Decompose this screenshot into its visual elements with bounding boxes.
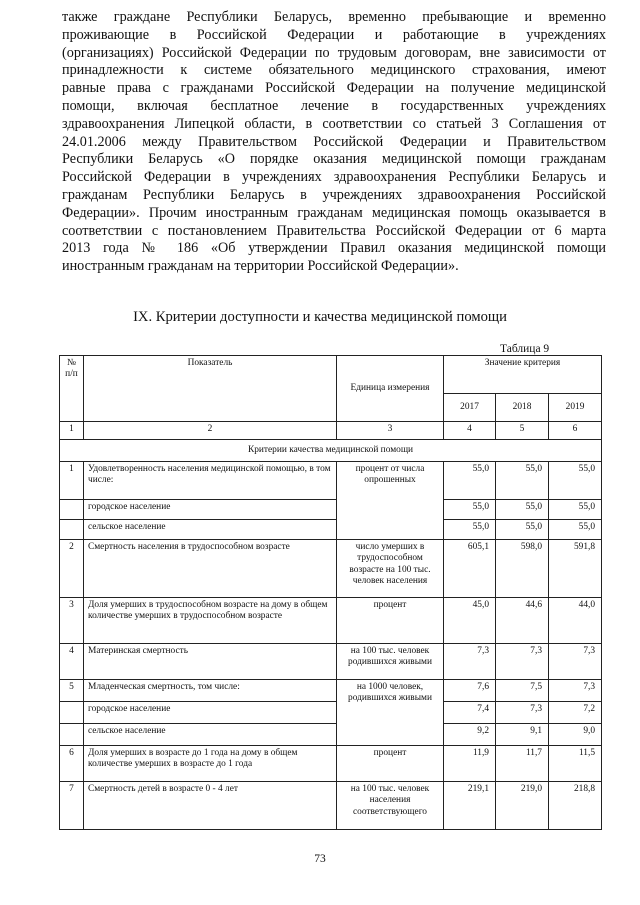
unit-cell: на 100 тыс. человек родившихся живыми [337,644,444,680]
col-indicator-header: Показатель [84,356,337,422]
table-row [60,540,602,598]
body-paragraph [62,9,606,276]
indicator-cell: городское население [84,702,337,724]
indicator-cell: Доля умерших в возрасте до 1 года на дому в общем количестве умерших в возрасте до 1 года [84,746,337,782]
year-header: 2017 [444,394,496,422]
paragraph-line: Федерации». Прочим иностранным гражданам медицинская помощь оказывается в [62,204,606,221]
value-cell: 55,0 [444,520,496,540]
value-cell: 44,6 [496,598,549,644]
value-cell: 7,3 [549,644,602,680]
value-cell: 45,0 [444,598,496,644]
paragraph-line: гражданам Республики Беларусь в учреждениях здравоохранения Российской [62,186,606,203]
value-cell: 598,0 [496,540,549,598]
year-header: 2019 [549,394,602,422]
indicator-cell: Младенческая смертность, том числе: [84,680,337,702]
indicator-cell: Удовлетворенность населения медицинской помощью, в том числе: [84,462,337,500]
value-cell: 605,1 [444,540,496,598]
paragraph-line: Российской Федерации в учреждениях здравоохранения Республики Беларусь и [62,169,606,186]
paragraph-line: проживающие в Российской Федерации и работающие в учреждениях [62,26,606,43]
value-cell: 55,0 [496,520,549,540]
value-cell: 7,4 [444,702,496,724]
value-cell: 55,0 [444,500,496,520]
column-number: 6 [549,422,602,440]
table-row [60,462,602,500]
paragraph-line: 2013 года № 186 «Об утверждении Правил оказания медицинской помощи [62,240,606,257]
column-number: 1 [60,422,84,440]
page-number: 73 [314,853,326,865]
unit-cell: процент [337,598,444,644]
group-title-row [60,440,602,462]
indicator-cell: Смертность детей в возрасте 0 - 4 лет [84,782,337,830]
table-row [60,598,602,644]
paragraph-line: здравоохранения Липецкой области, в соответствии со статьей 3 Соглашения от [62,115,606,132]
unit-cell: процент от числа опрошенных [337,462,444,540]
value-cell: 55,0 [549,520,602,540]
value-cell: 11,9 [444,746,496,782]
row-number: 6 [60,746,84,782]
value-cell: 44,0 [549,598,602,644]
column-number: 3 [337,422,444,440]
unit-cell: на 1000 человек, родившихся живыми [337,680,444,746]
indicator-cell: сельское население [84,724,337,746]
paragraph-line: помощи, включая бесплатное лечение в государственных учреждениях [62,97,606,114]
value-cell: 9,1 [496,724,549,746]
table-row [60,520,602,540]
paragraph-line: принадлежности к системе обязательного медицинского страхования, имеют [62,62,606,79]
value-cell: 11,5 [549,746,602,782]
table-header-row [60,356,602,394]
paragraph-line: также граждане Республики Беларусь, временно пребывающие и временно [62,9,606,25]
table-row [60,644,602,680]
value-cell: 55,0 [496,462,549,500]
paragraph-line: равные права с гражданами Российской Федерации на получение медицинской [62,80,606,97]
column-number: 5 [496,422,549,440]
paragraph-line: (организациях) Российской Федерации по трудовым договорам, вне зависимости от [62,44,606,61]
value-cell: 591,8 [549,540,602,598]
col-value-header: Значение критерия [444,356,602,394]
indicator-cell: городское население [84,500,337,520]
paragraph-line: иностранным гражданам на территории Российской Федерации». [62,258,459,275]
value-cell: 7,3 [496,644,549,680]
table-row [60,680,602,702]
value-cell: 7,3 [496,702,549,724]
year-header: 2018 [496,394,549,422]
paragraph-line: 24.01.2006 между Правительством Российской Федерации и Правительством [62,133,606,150]
value-cell: 7,2 [549,702,602,724]
row-number: 4 [60,644,84,680]
table-row [60,746,602,782]
row-number: 5 [60,680,84,702]
value-cell: 7,3 [444,644,496,680]
table-row [60,724,602,746]
value-cell: 55,0 [549,500,602,520]
unit-cell: число умерших в трудоспособном возрасте на 100 тыс. человек населения [337,540,444,598]
indicator-cell: Смертность населения в трудоспособном возрасте [84,540,337,598]
value-cell: 9,2 [444,724,496,746]
indicator-cell: сельское население [84,520,337,540]
group-title: Критерии качества медицинской помощи [60,440,602,462]
value-cell: 7,6 [444,680,496,702]
column-number: 4 [444,422,496,440]
row-number: 2 [60,540,84,598]
row-number: 3 [60,598,84,644]
indicator-cell: Материнская смертность [84,644,337,680]
table-row [60,782,602,830]
unit-cell: на 100 тыс. человек населения соответствующего [337,782,444,830]
value-cell: 218,8 [549,782,602,830]
criteria-table [59,355,602,830]
value-cell: 11,7 [496,746,549,782]
column-number-row [60,422,602,440]
row-number: 7 [60,782,84,830]
value-cell: 7,5 [496,680,549,702]
paragraph-line: Республики Беларусь «О порядке оказания медицинской помощи гражданам [62,151,606,168]
table-caption: Таблица 9 [500,343,550,355]
section-heading: IX. Критерии доступности и качества медицинской помощи [133,309,507,325]
col-unit-header: Единица измерения [337,356,444,422]
unit-cell: процент [337,746,444,782]
value-cell: 9,0 [549,724,602,746]
col-number-header: № п/п [60,356,84,422]
value-cell: 219,0 [496,782,549,830]
column-number: 2 [84,422,337,440]
value-cell: 55,0 [444,462,496,500]
row-number: 1 [60,462,84,500]
value-cell: 7,3 [549,680,602,702]
paragraph-line: соответствии с постановлением Правительства Российской Федерации от 6 марта [62,222,606,239]
table-row [60,702,602,724]
indicator-cell: Доля умерших в трудоспособном возрасте на дому в общем количестве умерших в трудоспособном возрасте [84,598,337,644]
table-row [60,500,602,520]
value-cell: 55,0 [496,500,549,520]
value-cell: 219,1 [444,782,496,830]
value-cell: 55,0 [549,462,602,500]
